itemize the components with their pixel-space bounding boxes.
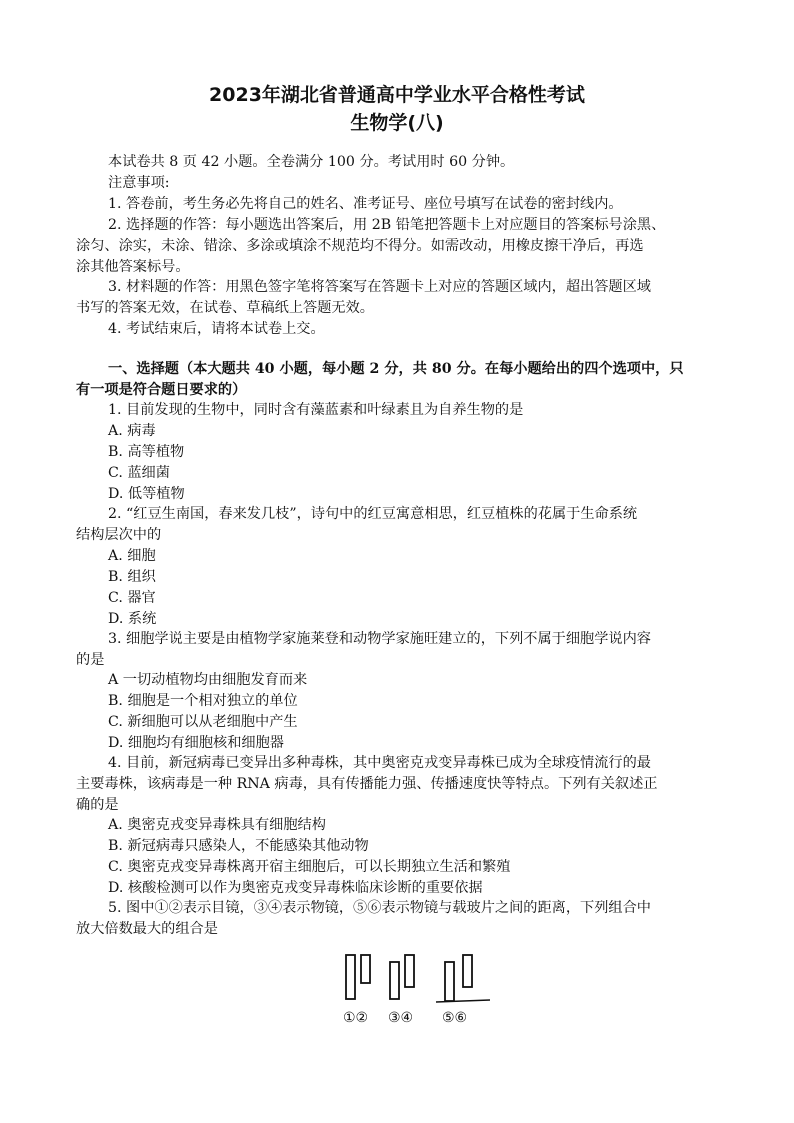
question-1-option-d: D. 低等植物	[108, 486, 185, 502]
figure-label-distances: ⑤⑥	[442, 1010, 468, 1026]
question-2-option-b: B. 组织	[108, 569, 156, 585]
eyepiece-short-icon	[361, 955, 370, 983]
question-3-option-a: A 一切动植物均由细胞发育而来	[108, 672, 308, 688]
question-4-option-d: D. 核酸检测可以作为奥密克戎变异毒株临床诊断的重要依据	[108, 880, 483, 896]
question-2-option-d: D. 系统	[108, 611, 157, 627]
notice-2-cont: 涂匀、涂实，未涂、错涂、多涂或填涂不规范均不得分。如需改动，用橡皮擦干净后，再选	[76, 238, 644, 254]
question-2-stem-cont: 结构层次中的	[76, 527, 162, 543]
section-heading-cont: 有一项是符合题日要求的）	[76, 382, 247, 398]
question-2-stem: 2. “红豆生南国，春来发几枝”，诗句中的红豆寓意相思，红豆植株的花属于生命系统	[108, 506, 638, 522]
objective-near-slide-icon	[445, 962, 454, 1001]
notice-2-cont2: 涂其他答案标号。	[76, 259, 190, 275]
question-1-stem: 1. 目前发现的生物中，同时含有藻蓝素和叶绿素且为自养生物的是	[108, 402, 524, 418]
question-1-option-a: A. 病毒	[108, 423, 156, 439]
question-5-stem: 5. 图中①②表示目镜，③④表示物镜，⑤⑥表示物镜与载玻片之间的距离，下列组合中	[108, 900, 651, 916]
question-4-stem-cont: 主要毒株，该病毒是一种 RNA 病毒，具有传播能力强、传播速度快等特点。下列有关叙述正	[76, 776, 658, 792]
figure-label-objectives: ③④	[388, 1010, 414, 1026]
question-3-option-b: B. 细胞是一个相对独立的单位	[108, 693, 298, 709]
notice-4: 4. 考试结束后，请将本试卷上交。	[108, 321, 325, 337]
notice-3-cont: 书写的答案无效，在试卷、草稿纸上答题无效。	[76, 300, 374, 316]
question-2-option-a: A. 细胞	[108, 548, 156, 564]
section-heading: 一、选择题（本大题共 40 小题，每小题 2 分，共 80 分。在每小题给出的四个选项中，只	[108, 361, 684, 377]
question-4-stem: 4. 目前，新冠病毒已变异出多种毒株，其中奥密克戎变异毒株已成为全球疫情流行的最	[108, 755, 651, 771]
question-3-option-d: D. 细胞均有细胞核和细胞器	[108, 735, 284, 751]
exam-title: 2023年湖北省普通高中学业水平合格性考试	[209, 84, 585, 106]
objective-short-icon	[405, 955, 414, 987]
exam-intro: 本试卷共 8 页 42 小题。全卷满分 100 分。考试用时 60 分钟。	[108, 154, 515, 170]
question-4-option-a: A. 奥密克戎变异毒株具有细胞结构	[108, 817, 326, 833]
question-4-option-c: C. 奥密克戎变异毒株离开宿主细胞后，可以长期独立生活和繁殖	[108, 859, 511, 875]
question-4-stem-cont2: 确的是	[76, 797, 119, 813]
question-5-stem-cont: 放大倍数最大的组合是	[76, 921, 218, 937]
notice-3: 3. 材料题的作答：用黑色签字笔将答案写在答题卡上对应的答题区域内，超出答题区域	[108, 279, 651, 295]
notice-heading: 注意事项:	[108, 175, 170, 191]
question-3-option-c: C. 新细胞可以从老细胞中产生	[108, 714, 298, 730]
eyepiece-long-icon	[346, 955, 355, 999]
notice-2: 2. 选择题的作答：每小题选出答案后，用 2B 铅笔把答题卡上对应题目的答案标号涂黑、	[108, 217, 666, 233]
exam-subtitle: 生物学(八)	[350, 112, 444, 134]
objective-long-icon	[390, 962, 399, 999]
question-1-option-b: B. 高等植物	[108, 444, 185, 460]
figure-label-eyepieces: ①②	[343, 1010, 369, 1026]
question-1-option-c: C. 蓝细菌	[108, 465, 170, 481]
notice-1: 1. 答卷前，考生务必先将自己的姓名、准考证号、座位号填写在试卷的密封线内。	[108, 196, 623, 212]
objective-far-slide-icon	[463, 955, 472, 987]
question-3-stem: 3. 细胞学说主要是由植物学家施莱登和动物学家施旺建立的，下列不属于细胞学说内容	[108, 631, 651, 647]
question-3-stem-cont: 的是	[76, 652, 105, 668]
question-2-option-c: C. 器官	[108, 590, 156, 606]
question-4-option-b: B. 新冠病毒只感染人，不能感染其他动物	[108, 838, 369, 854]
